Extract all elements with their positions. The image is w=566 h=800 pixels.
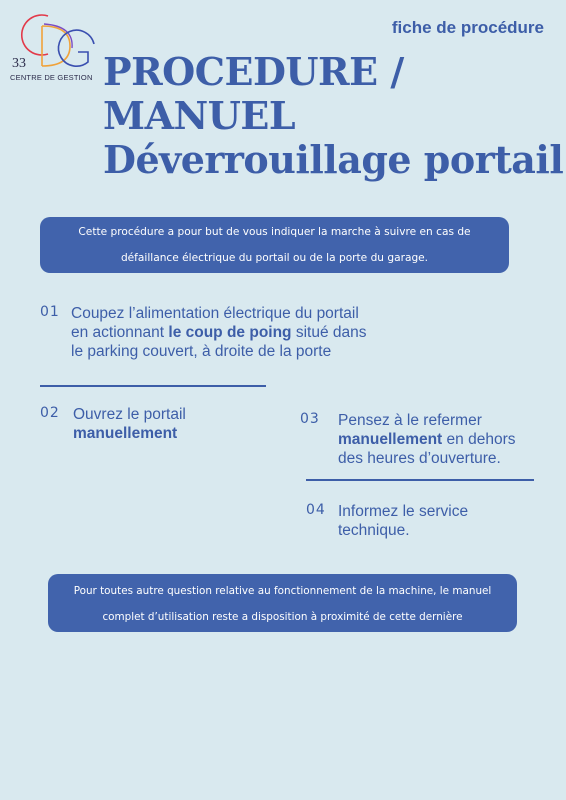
step-line: des heures d’ouverture. xyxy=(338,450,501,467)
step-text-part: en actionnant xyxy=(71,324,169,341)
divider xyxy=(306,479,534,481)
step-number: 04 xyxy=(306,502,326,518)
logo xyxy=(8,4,100,88)
intro-line-1: Cette procédure a pour but de vous indiquer la marche à suivre en cas de xyxy=(78,226,471,238)
step-01 xyxy=(40,304,400,364)
footer-line-2: complet d’utilisation reste a disposition à proximité de cette dernière xyxy=(102,611,463,623)
title-line-1: PROCEDURE / xyxy=(103,49,404,94)
step-number: 02 xyxy=(40,405,60,421)
footer-note-box xyxy=(48,574,517,632)
step-text-part: situé dans xyxy=(291,324,367,341)
step-line: Pensez à le refermer xyxy=(338,412,482,429)
step-line xyxy=(71,323,367,342)
step-line xyxy=(338,430,515,449)
step-text xyxy=(338,411,515,468)
title-line-2: MANUEL xyxy=(103,93,296,138)
step-number: 01 xyxy=(40,304,60,320)
step-text xyxy=(338,502,468,540)
step-line: Ouvrez le portail xyxy=(73,406,186,423)
step-line xyxy=(73,424,186,443)
step-line: Informez le service xyxy=(338,503,469,520)
step-text xyxy=(73,405,186,443)
step-02 xyxy=(40,405,260,445)
step-text-part: en dehors xyxy=(442,431,516,448)
page-title xyxy=(103,50,563,182)
step-line: technique. xyxy=(338,522,410,539)
step-emphasis: le coup de poing xyxy=(168,324,292,341)
divider xyxy=(40,385,266,387)
logo-number: 33 xyxy=(12,56,26,71)
step-emphasis: manuellement xyxy=(73,425,178,442)
logo-caption: CENTRE DE GESTION xyxy=(10,73,93,82)
intro-line-2: défaillance électrique du portail ou de la porte du garage. xyxy=(120,252,429,264)
intro-box xyxy=(40,217,509,273)
step-emphasis: manuellement xyxy=(338,431,443,448)
step-line: le parking couvert, à droite de la porte xyxy=(71,343,332,360)
step-03 xyxy=(300,411,540,471)
step-number: 03 xyxy=(300,411,320,427)
step-text xyxy=(71,304,367,361)
step-04 xyxy=(306,502,526,542)
footer-line-1: Pour toutes autre question relative au fonctionnement de la machine, le manuel xyxy=(73,585,492,597)
step-line: Coupez l’alimentation électrique du portail xyxy=(71,305,359,322)
document-type-label: fiche de procédure xyxy=(391,18,544,37)
title-line-3: Déverrouillage portail xyxy=(103,137,564,182)
